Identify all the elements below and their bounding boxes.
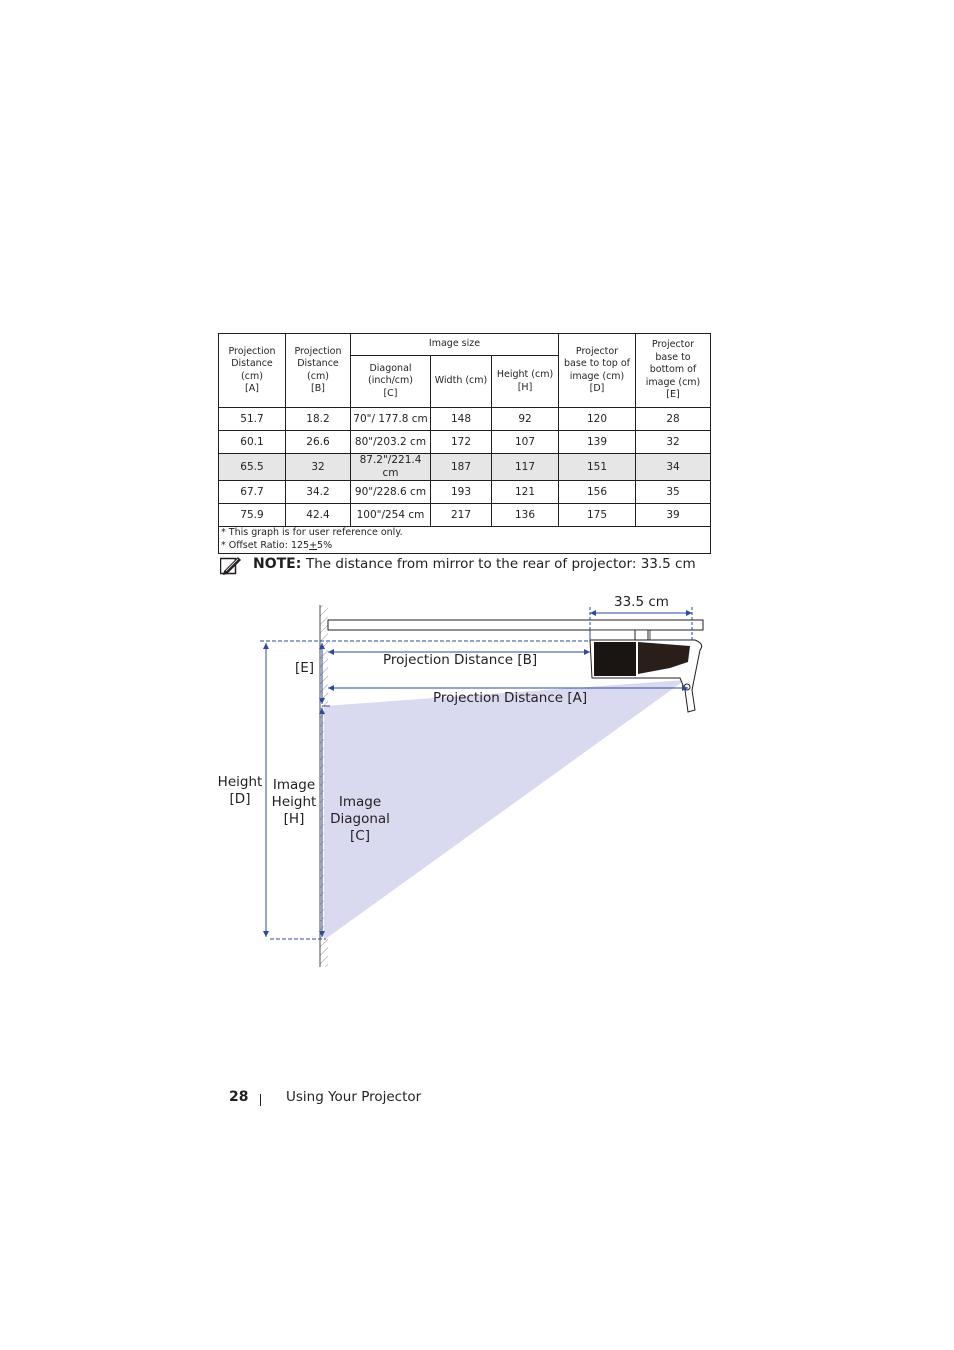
table-cell: 175 <box>559 504 636 527</box>
label-diagonal-line3: [C] <box>350 828 370 844</box>
table-cell: 70"/ 177.8 cm <box>351 408 431 431</box>
footer-section-title: Using Your Projector <box>286 1089 422 1105</box>
header-base-to-top: Projector base to top of image (cm) [D] <box>559 334 636 408</box>
table-cell: 28 <box>636 408 711 431</box>
header-projection-distance-a: Projection Distance (cm) [A] <box>219 334 286 408</box>
table-cell: 193 <box>431 481 492 504</box>
table-cell: 42.4 <box>286 504 351 527</box>
table-footnote-row <box>219 527 711 554</box>
table-cell: 32 <box>286 454 351 481</box>
table-cell: 139 <box>559 431 636 454</box>
table-row <box>219 408 711 431</box>
table-cell: 107 <box>492 431 559 454</box>
header-projection-distance-b: Projection Distance (cm) [B] <box>286 334 351 408</box>
label-image-height-line2: Height <box>271 794 317 810</box>
table-cell: 87.2"/221.4 cm <box>351 454 431 481</box>
note-label: NOTE: <box>253 556 302 572</box>
table-cell: 148 <box>431 408 492 431</box>
table-row-highlighted <box>219 454 711 481</box>
label-image-height-line1: Image <box>272 777 316 793</box>
table-cell: 34 <box>636 454 711 481</box>
table-cell: 172 <box>431 431 492 454</box>
throw-distance-table <box>218 333 711 554</box>
table-cell: 18.2 <box>286 408 351 431</box>
table-cell: 156 <box>559 481 636 504</box>
table-cell: 67.7 <box>219 481 286 504</box>
label-projection-distance-a: Projection Distance [A] <box>433 690 588 706</box>
table-cell: 120 <box>559 408 636 431</box>
table-cell: 117 <box>492 454 559 481</box>
header-width: Width (cm) <box>431 356 492 408</box>
table-cell: 51.7 <box>219 408 286 431</box>
header-diagonal: Diagonal (inch/cm) [C] <box>351 356 431 408</box>
table-cell: 65.5 <box>219 454 286 481</box>
note-text: The distance from mirror to the rear of projector: 33.5 cm <box>306 556 696 572</box>
label-height-d-line1: Height <box>217 774 263 790</box>
table-cell: 35 <box>636 481 711 504</box>
table-cell: 60.1 <box>219 431 286 454</box>
table-cell: 26.6 <box>286 431 351 454</box>
header-base-to-bottom: Projector base to bottom of image (cm) [E] <box>636 334 711 408</box>
pencil-note-icon <box>220 555 242 575</box>
label-mirror-distance: 33.5 cm <box>614 594 669 610</box>
label-height-d-line2: [D] <box>229 791 251 807</box>
table-cell: 39 <box>636 504 711 527</box>
table-row <box>219 504 711 527</box>
table-cell: 136 <box>492 504 559 527</box>
page-footer <box>229 1086 529 1108</box>
table-row <box>219 481 711 504</box>
table-cell: 34.2 <box>286 481 351 504</box>
header-height: Height (cm) [H] <box>492 356 559 408</box>
ceiling-shelf <box>328 620 703 630</box>
table-cell: 92 <box>492 408 559 431</box>
label-diagonal-line1: Image <box>338 794 382 810</box>
table-cell: 80"/203.2 cm <box>351 431 431 454</box>
note <box>220 553 720 577</box>
table-cell: 75.9 <box>219 504 286 527</box>
label-image-height-line3: [H] <box>283 811 305 827</box>
table-cell: 187 <box>431 454 492 481</box>
label-diagonal-line2: Diagonal <box>330 811 390 827</box>
table-cell: 100"/254 cm <box>351 504 431 527</box>
table-cell: 151 <box>559 454 636 481</box>
table-row <box>219 431 711 454</box>
header-image-size: Image size <box>351 334 559 356</box>
table-cell: 217 <box>431 504 492 527</box>
table-cell: 121 <box>492 481 559 504</box>
footer-separator <box>260 1094 261 1106</box>
table-footnote: * This graph is for user reference only. * Offset Ratio: 125+5% <box>219 527 711 554</box>
projection-beam <box>324 680 685 940</box>
label-offset-e: [E] <box>295 660 315 676</box>
table-cell: 90"/228.6 cm <box>351 481 431 504</box>
page-number: 28 <box>229 1089 249 1105</box>
label-projection-distance-b: Projection Distance [B] <box>383 652 538 668</box>
throw-distance-diagram <box>210 590 710 975</box>
table-cell: 32 <box>636 431 711 454</box>
